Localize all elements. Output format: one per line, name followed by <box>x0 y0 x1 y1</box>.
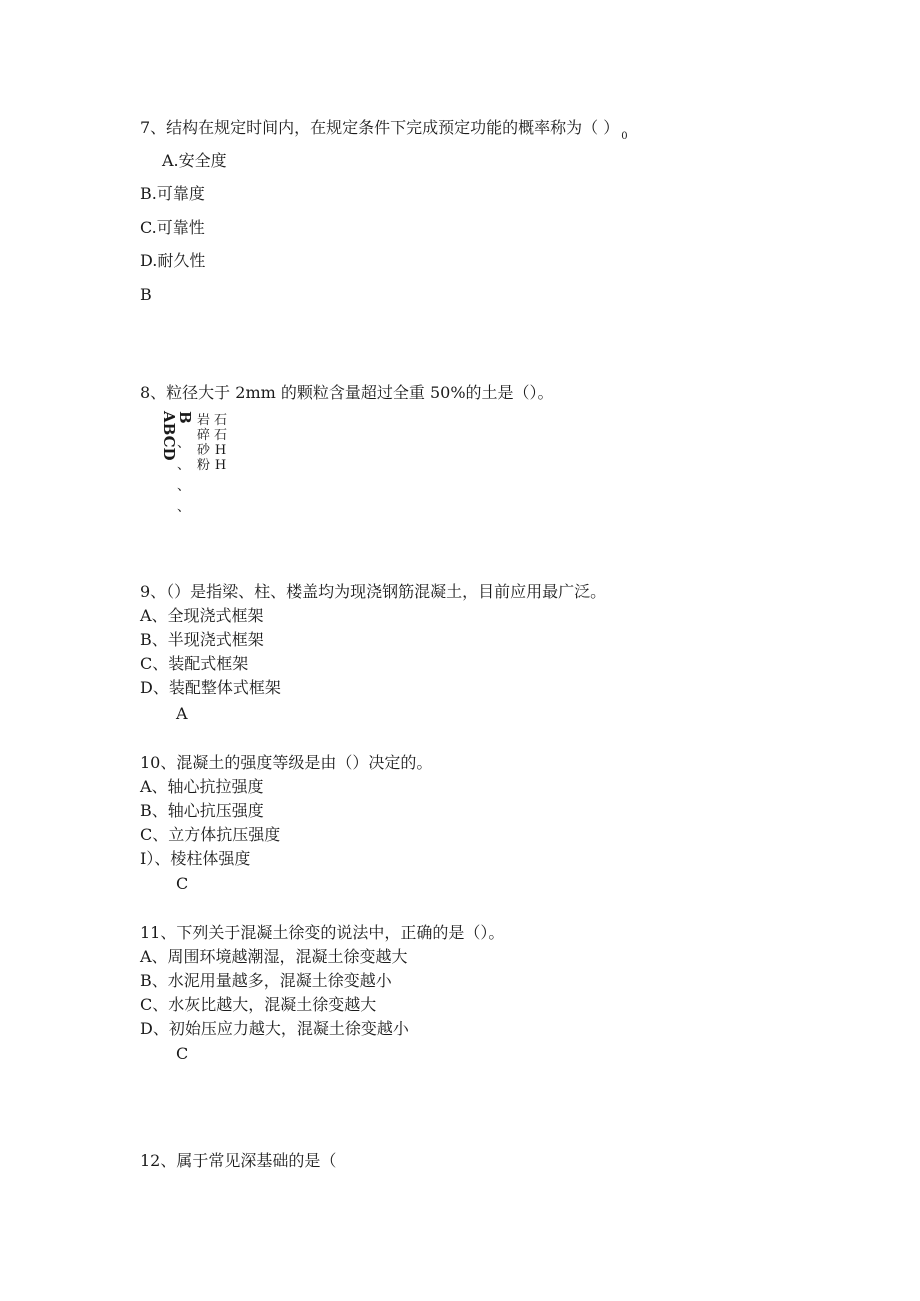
question-8-comma-3: 、 <box>177 479 191 494</box>
question-10-stem: 10、混凝土的强度等级是由（）决定的。 <box>140 753 433 772</box>
question-12-stem: 12、属于常见深基础的是（ <box>140 1151 337 1170</box>
question-10-option-c: C、立方体抗压强度 <box>140 825 281 844</box>
question-8-char: 岩 <box>197 413 211 428</box>
question-10-answer: C <box>176 874 189 893</box>
question-7-option-b: B.可靠度 <box>140 184 205 203</box>
question-7-option-c: C.可靠性 <box>140 218 205 237</box>
question-11-option-c: C、水灰比越大，混凝土徐变越大 <box>140 995 377 1014</box>
question-11-option-b: B、水泥用量越多，混凝土徐变越小 <box>140 971 392 990</box>
question-8-comma-4: 、 <box>177 500 191 515</box>
question-8-char: 碎 <box>197 428 211 443</box>
question-9-option-d: D、装配整体式框架 <box>140 678 281 697</box>
question-11-answer: C <box>176 1044 189 1063</box>
question-11-stem: 11、下列关于混凝土徐变的说法中，正确的是（）。 <box>140 923 505 942</box>
question-8-option-letters: ABCD <box>160 411 178 461</box>
question-7-option-d: D.耐久性 <box>140 251 206 270</box>
question-8-char: 粉 <box>197 458 211 473</box>
question-9-option-b: B、半现浇式框架 <box>140 630 264 649</box>
question-8-char: H <box>214 458 227 473</box>
question-8-options-col-2 <box>214 413 227 473</box>
question-8-char: 砂 <box>197 443 211 458</box>
question-8-comma-2: 、 <box>177 458 191 473</box>
question-8-char: 石 <box>214 428 228 443</box>
question-8-options-col-1 <box>197 413 210 473</box>
question-8-comma-1: 、 <box>177 436 191 451</box>
question-8-char: 石 <box>214 413 228 428</box>
question-7-option-a: A.安全度 <box>162 151 227 170</box>
question-8-option-letter-b: B <box>176 411 194 424</box>
question-8-char: H <box>214 443 227 458</box>
question-11-option-a: A、周围环境越潮湿，混凝土徐变越大 <box>140 947 408 966</box>
question-10-option-a: A、轴心抗拉强度 <box>140 777 264 796</box>
question-7-answer: B <box>140 285 152 304</box>
question-10-option-b: B、轴心抗压强度 <box>140 801 264 820</box>
question-11-option-d: D、初始压应力越大，混凝土徐变越小 <box>140 1019 409 1038</box>
question-9-stem: 9、（）是指梁、柱、楼盖均为现浇钢筋混凝土，目前应用最广泛。 <box>140 582 607 601</box>
question-9-option-a: A、全现浇式框架 <box>140 606 264 625</box>
question-10-option-d: I）、棱柱体强度 <box>140 849 251 868</box>
question-7-tail: 0 <box>621 131 628 142</box>
question-8-stem: 8、粒径大于 2mm 的颗粒含量超过全重 50%的土是（）。 <box>140 383 554 402</box>
question-9-option-c: C、装配式框架 <box>140 654 249 673</box>
question-9-answer: A <box>176 704 188 723</box>
question-7-stem <box>140 118 628 141</box>
question-7-text: 7、结构在规定时间内，在规定条件下完成预定功能的概率称为（ ） <box>140 118 620 137</box>
